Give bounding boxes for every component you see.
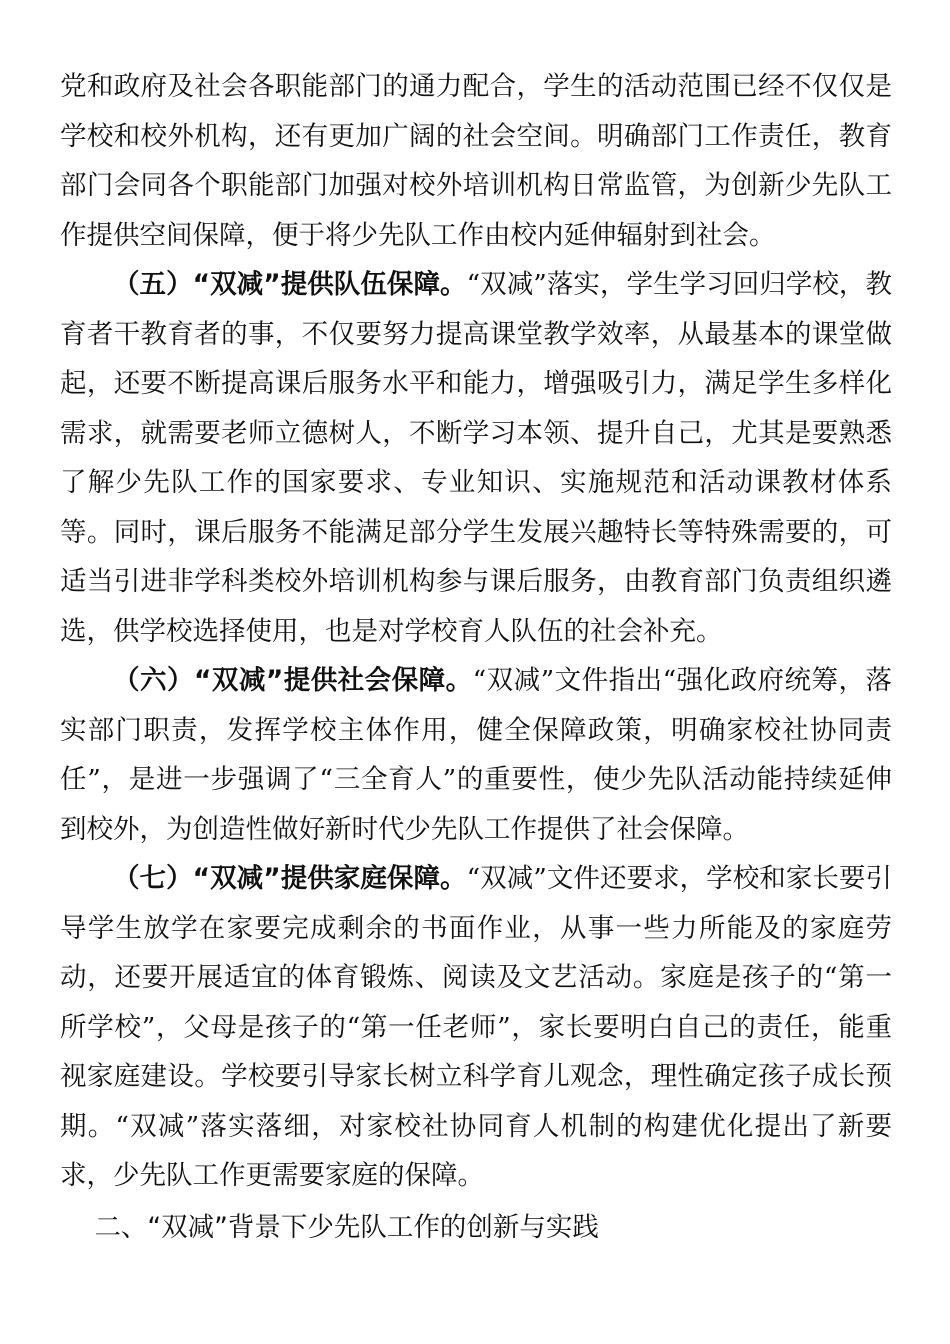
- paragraph-social-guarantee: [60, 656, 892, 854]
- paragraph-lead: （六）“双减”提供社会保障。: [113, 665, 473, 696]
- paragraph-lead: （五）“双减”提供队伍保障。: [113, 269, 467, 300]
- section-heading: 二、“双减”背景下少先队工作的创新与实践: [94, 1211, 599, 1243]
- paragraph-text: 党和政府及社会各职能部门的通力配合，学生的活动范围已经不仅仅是学校和校外机构，还有更加广阔的社会空间。明确部门工作责任，教育部门会同各个职能部门加强对校外培训机构日常监管，为创新少先队工作提供空间保障，便于将少先队工作由校内延伸辐射到社会。: [60, 71, 892, 251]
- paragraph-continuation: [60, 62, 892, 260]
- paragraph-text: “双减”文件指出“强化政府统筹，落实部门职责，发挥学校主体作用，健全保障政策，明确家校社协同责任”，是进一步强调了“三全育人”的重要性，使少先队活动能持续延伸到校外，为创造性做好新时代少先队工作提供了社会保障。: [60, 665, 892, 845]
- document-body: [60, 62, 892, 1252]
- paragraph-family-guarantee: [60, 854, 892, 1201]
- paragraph-text: “双减”文件还要求，学校和家长要引导学生放学在家要完成剩余的书面作业，从事一些力所能及的家庭劳动，还要开展适宜的体育锻炼、阅读及文艺活动。家庭是孩子的“第一所学校”，父母是孩子的“第一任老师”，家长要明白自己的责任，能重视家庭建设。学校要引导家长树立科学育儿观念，理性确定孩子成长预期。“双减”落实落细，对家校社协同育人机制的构建优化提出了新要求，少先队工作更需要家庭的保障。: [60, 863, 892, 1191]
- paragraph-team-guarantee: [60, 260, 892, 656]
- paragraph-lead: （七）“双减”提供家庭保障。: [113, 863, 467, 894]
- paragraph-text: “双减”落实，学生学习回归学校，教育者干教育者的事，不仅要努力提高课堂教学效率，从最基本的课堂做起，还要不断提高课后服务水平和能力，增强吸引力，满足学生多样化需求，就需要老师立德树人，不断学习本领、提升自己，尤其是要熟悉了解少先队工作的国家要求、专业知识、实施规范和活动课教材体系等。同时，课后服务不能满足部分学生发展兴趣特长等特殊需要的，可适当引进非学科类校外培训机构参与课后服务，由教育部门负责组织遴选，供学校选择使用，也是对学校育人队伍的社会补充。: [60, 269, 892, 647]
